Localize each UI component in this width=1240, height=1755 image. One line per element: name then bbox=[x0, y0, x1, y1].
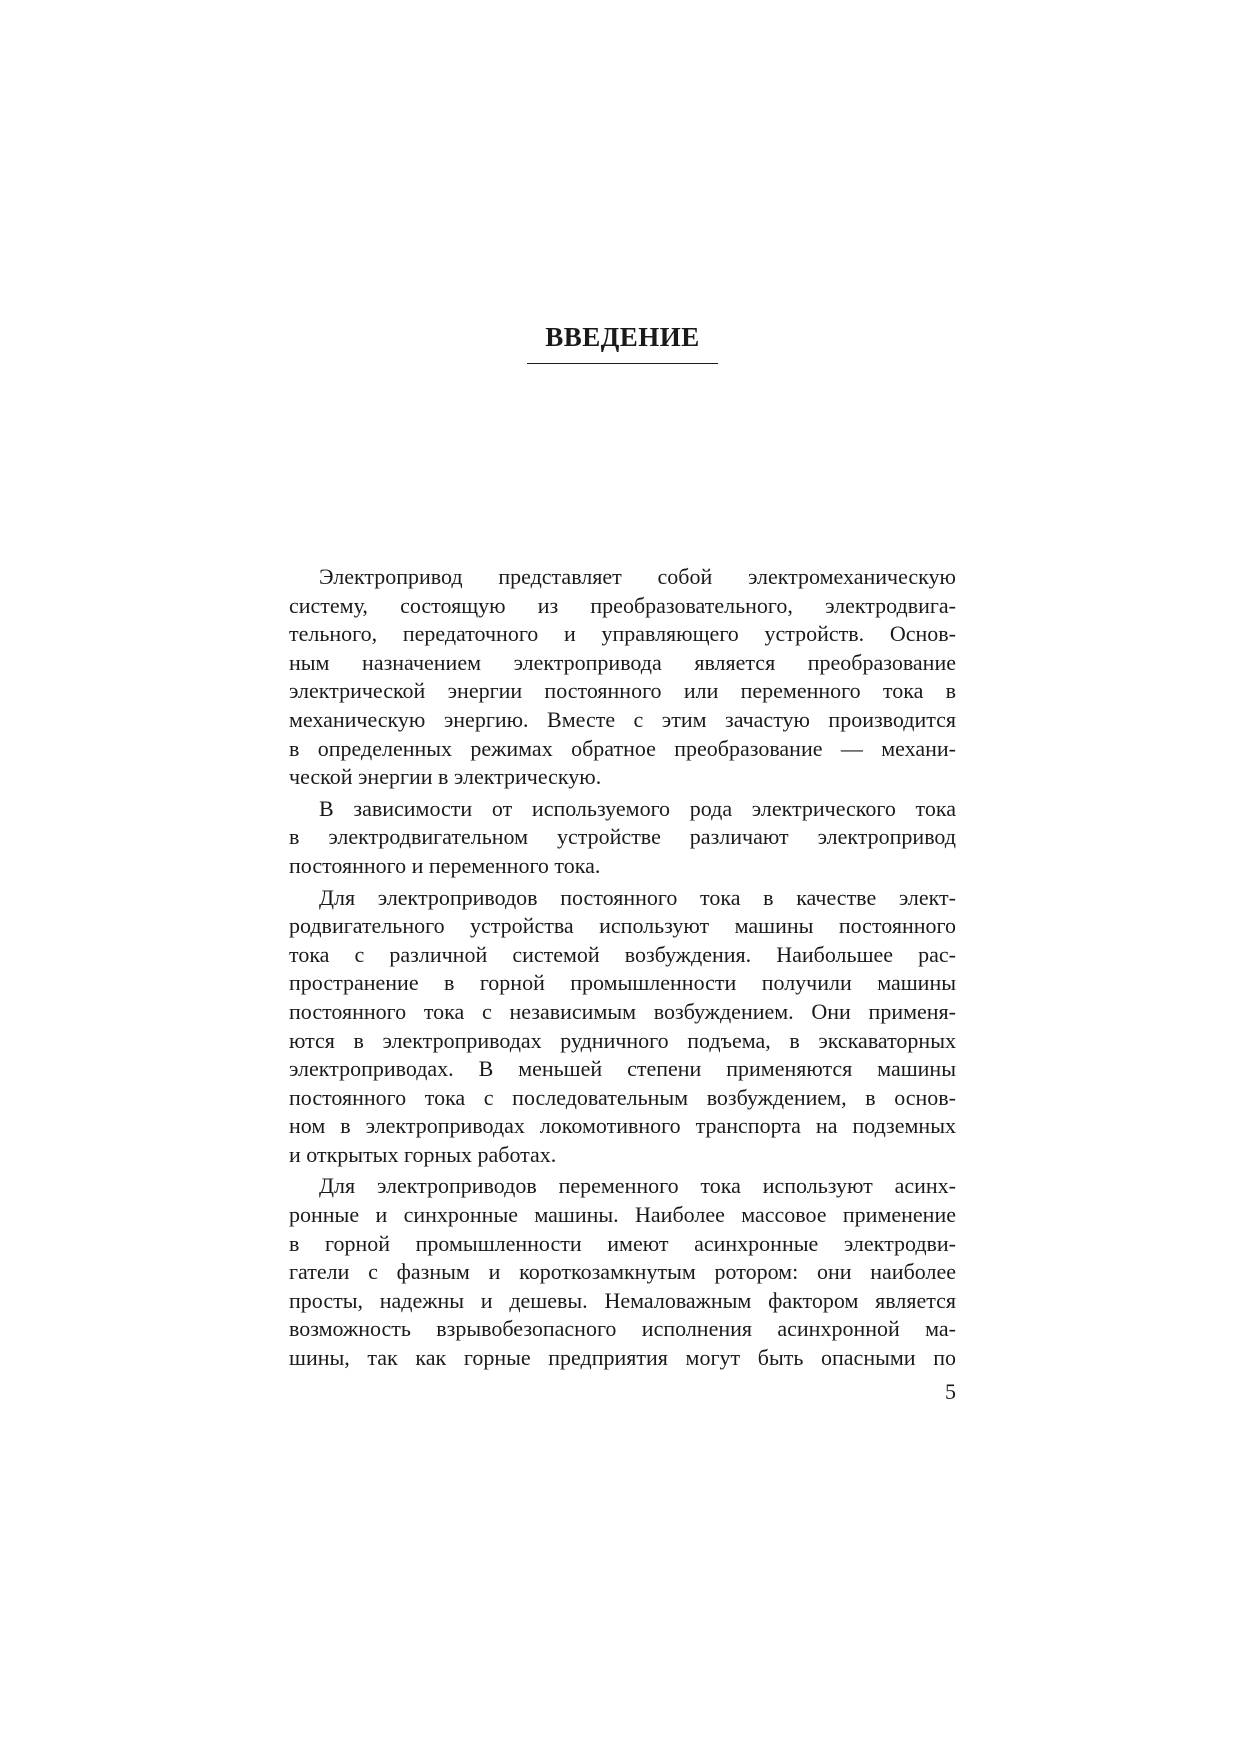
text-line: родвигательного устройства используют машины постоянного bbox=[289, 913, 956, 939]
text-line: электроприводах. В меньшей степени применяются машины bbox=[289, 1056, 956, 1082]
text-line: механическую энергию. Вместе с этим зачастую производится bbox=[289, 706, 956, 732]
text-line: постоянного и переменного тока. bbox=[289, 852, 601, 878]
text-line: ном в электроприводах локомотивного транспорта на подземных bbox=[289, 1113, 956, 1139]
text-line: пространение в горной промышленности получили машины bbox=[289, 970, 956, 996]
text-line: В зависимости от используемого рода электрического тока bbox=[319, 795, 956, 821]
text-line: Для электроприводов переменного тока используют асинх- bbox=[319, 1173, 956, 1199]
body-text bbox=[289, 563, 956, 1376]
text-line: постоянного тока с последовательным возбуждением, в основ- bbox=[289, 1084, 956, 1110]
text-line: ронные и синхронные машины. Наиболее массовое применение bbox=[289, 1202, 956, 1228]
text-line: и открытых горных работах. bbox=[289, 1141, 557, 1167]
text-line: возможность взрывобезопасного исполнения асинхронной ма- bbox=[289, 1316, 956, 1342]
paragraph-2 bbox=[289, 795, 956, 881]
text-line: Для электроприводов постоянного тока в качестве элект- bbox=[319, 884, 956, 910]
page-title: ВВЕДЕНИЕ bbox=[527, 322, 718, 364]
text-line: в определенных режимах обратное преобразование — механи- bbox=[289, 735, 956, 761]
page-number: 5 bbox=[945, 1379, 956, 1404]
text-line: Электропривод представляет собой электромеханическую bbox=[319, 564, 956, 589]
paragraph-3 bbox=[289, 884, 956, 1170]
text-line: шины, так как горные предприятия могут быть опасными по bbox=[289, 1345, 956, 1371]
text-line: в электродвигательном устройстве различают электропривод bbox=[289, 824, 956, 850]
text-line: систему, состоящую из преобразовательного, электродвига- bbox=[289, 592, 956, 618]
text-line: электрической энергии постоянного или переменного тока в bbox=[289, 678, 956, 704]
paragraph-1 bbox=[289, 563, 956, 792]
paragraph-4 bbox=[289, 1172, 956, 1372]
text-line: просты, надежны и дешевы. Немаловажным фактором является bbox=[289, 1287, 956, 1313]
text-line: тока с различной системой возбуждения. Наибольшее рас- bbox=[289, 941, 956, 967]
text-line: постоянного тока с независимым возбуждением. Они применя- bbox=[289, 998, 956, 1024]
heading-container bbox=[0, 322, 1240, 364]
text-line: ются в электроприводах рудничного подъема, в экскаваторных bbox=[289, 1027, 956, 1053]
text-line: ческой энергии в электрическую. bbox=[289, 764, 602, 790]
text-line: в горной промышленности имеют асинхронные электродви- bbox=[289, 1230, 956, 1256]
text-line: ным назначением электропривода является преобразование bbox=[289, 649, 956, 675]
text-line: тельного, передаточного и управляющего устройств. Основ- bbox=[289, 621, 956, 647]
text-line: гатели с фазным и короткозамкнутым ротором: они наиболее bbox=[289, 1259, 956, 1285]
